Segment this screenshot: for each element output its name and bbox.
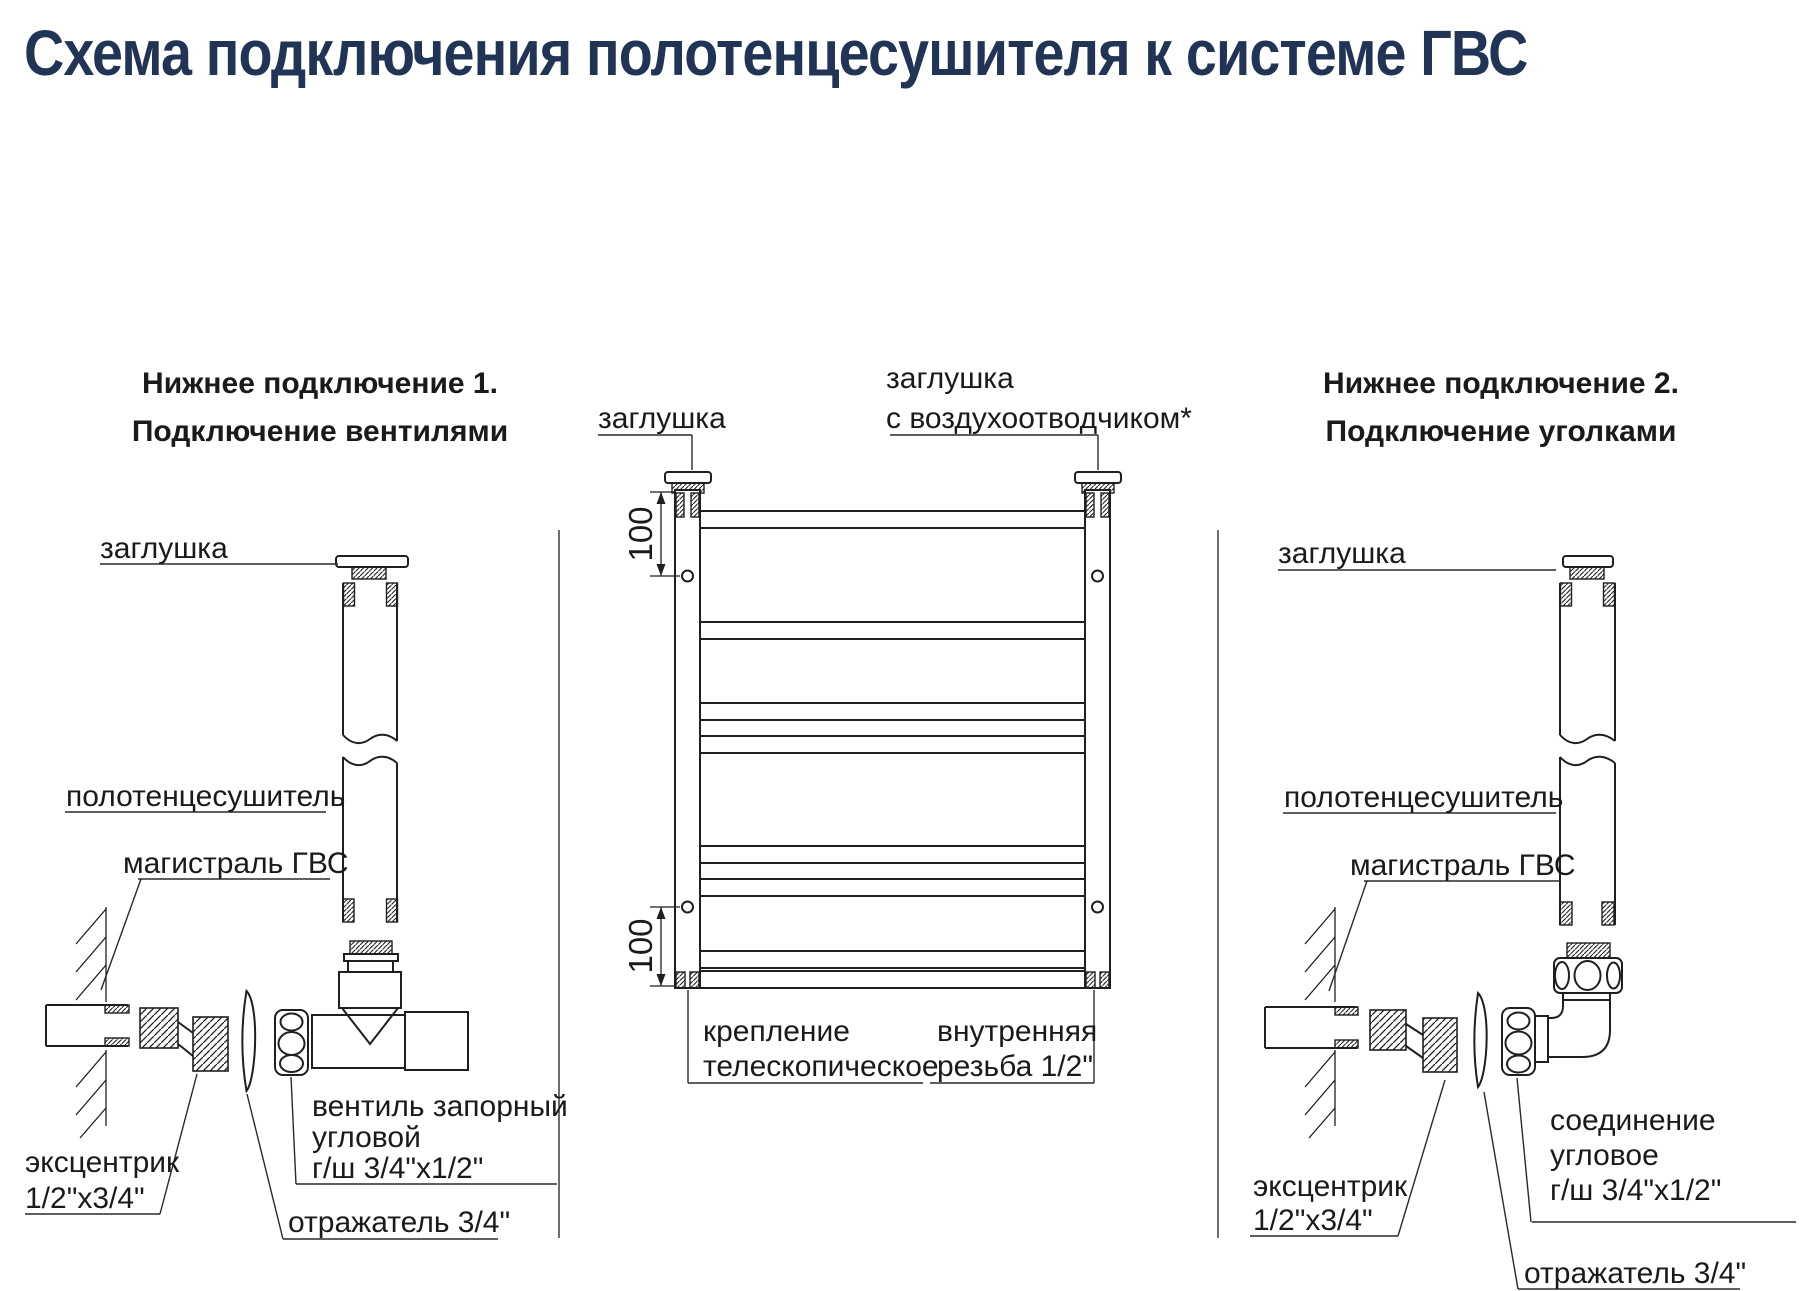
right-eccentric-label-line1: эксцентрик [1253,1170,1408,1203]
right-towel-rail-label: полотенцесушитель [1284,781,1564,814]
right-reflector-label: отражатель 3/4" [1524,1257,1747,1290]
center-cap-left-label: заглушка [598,402,726,435]
left-section-heading: Нижнее подключение 1. [142,367,498,400]
right-wall-icon [1305,907,1335,1138]
left-main-pipe-icon [46,1005,129,1046]
left-valve-label-line1: вентиль запорный [312,1090,568,1123]
page-title: Схема подключения полотенцесушителя к системе ГВС [24,17,1528,89]
center-thread-label-line1: внутренняя [937,1015,1098,1048]
right-elbow-fitting-icon [1502,943,1622,1075]
left-reflector-label: отражатель 3/4" [288,1206,511,1239]
left-eccentric-label-line2: 1/2"х3/4" [25,1182,145,1215]
right-elbow-label-line3: г/ш 3/4"х1/2" [1550,1174,1722,1207]
center-mount-label-line2: телескопическое [703,1050,939,1083]
right-section-subheading: Подключение уголками [1325,415,1677,448]
dimension-bottom-100 [622,907,680,986]
right-reflector-icon [1474,993,1486,1087]
dimension-top-100 [622,492,680,576]
dim-bottom-label: 100 [622,918,659,974]
right-elbow-label-line1: соединение [1550,1104,1716,1137]
left-towel-rail-pipe-icon [343,583,398,922]
right-main-line-label: магистраль ГВС [1350,849,1576,882]
left-leader-lines [25,564,557,1239]
center-cap-air-label-line2: с воздухоотводчиком* [886,402,1192,435]
center-cap-air-label-line1: заглушка [886,362,1014,395]
left-valve-label-line3: г/ш 3/4"х1/2" [312,1152,484,1185]
right-cap-label: заглушка [1278,537,1406,570]
left-cap-label: заглушка [100,532,228,565]
right-section-heading: Нижнее подключение 2. [1323,367,1679,400]
left-towel-rail-label: полотенцесушитель [66,780,346,813]
center-mount-label-line1: крепление [703,1015,850,1048]
right-eccentric-label-line2: 1/2"х3/4" [1253,1204,1373,1237]
left-eccentric-label-line1: эксцентрик [25,1146,180,1179]
left-reflector-icon [242,991,255,1091]
right-diagram [1250,537,1796,1290]
right-main-pipe-icon [1265,1007,1358,1048]
towel-rail-body-icon [675,490,1110,988]
center-diagram [598,362,1192,1083]
right-cap-plug-icon [1563,556,1613,579]
left-eccentric-icon [140,1008,228,1071]
center-thread-label-line2: резьба 1/2" [937,1050,1093,1083]
left-section-subheading: Подключение вентилями [131,415,509,448]
left-diagram [25,532,568,1239]
right-elbow-label-line2: угловое [1550,1139,1659,1172]
left-valve-label-line2: угловой [312,1121,421,1154]
right-eccentric-icon [1370,1010,1457,1072]
left-angle-valve-icon [275,941,468,1075]
left-wall-icon [76,907,106,1138]
left-main-line-label: магистраль ГВС [123,847,349,880]
left-cap-plug-icon [336,556,408,579]
dim-top-label: 100 [622,506,659,562]
